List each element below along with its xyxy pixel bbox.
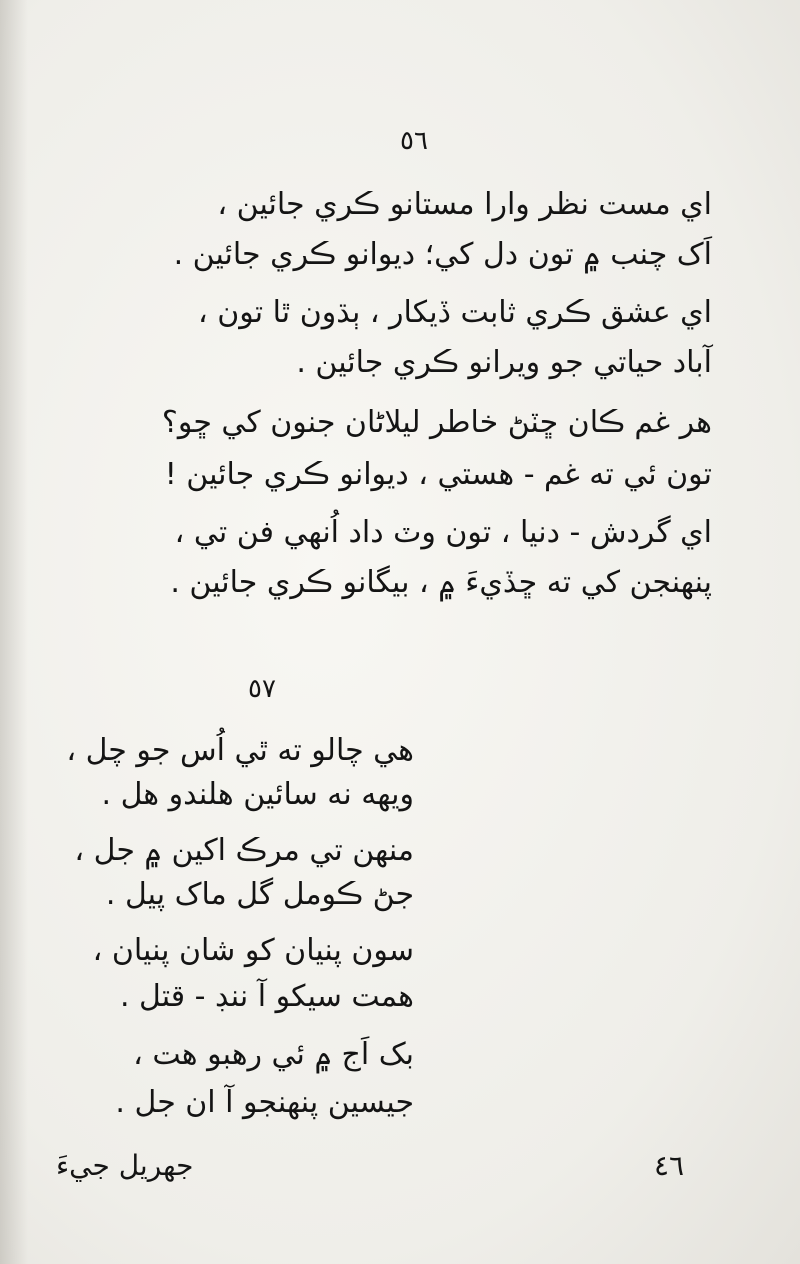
poem-line: همت سيکو آ ننڊ - قتل . [119, 979, 414, 1014]
poem-number: ٥٧ [248, 674, 276, 704]
poem-line: آباد حياتي جو ويرانو ڪري جائين . [296, 345, 712, 380]
poem-line: اَک چنب ۾ تون دل کي؛ ديوانو ڪري جائين . [173, 237, 712, 272]
page-shadow-edge [0, 0, 28, 1264]
poem-line: ويهه نه سائين هلندو هل . [101, 777, 414, 812]
poem-line: هي چالو ته ٿي اُس جو چل ، [66, 733, 414, 768]
poem-line: تون ئي ته غم - هستي ، ديوانو ڪري جائين ! [164, 457, 712, 492]
poem-line: پنهنجن کي ته ڇڏيءَ ۾ ، بيگانو ڪري جائين . [170, 565, 712, 600]
poem-line: جيسين پنهنجو آ ان جل . [115, 1085, 414, 1120]
running-title: جهريل جيءَ [56, 1149, 194, 1182]
poem-line: بک اَج ۾ ئي رهبو هت ، [133, 1037, 414, 1072]
poem-line: اي عشق ڪري ثابت ڏيکار ، ٻڌون ٿا تون ، [198, 295, 712, 330]
page-number: ٤٦ [654, 1149, 685, 1182]
poem-number: ٥٦ [400, 126, 428, 156]
poem-line: اي مست نظر وارا مستانو ڪري جائين ، [217, 187, 712, 222]
poem-line: اي گردش - دنيا ، تون وٽ داد اُنهي فن تي ، [174, 515, 712, 550]
poem-line: جڻ ڪومل گل ماک پيل . [105, 877, 414, 912]
poem-line: سون پنيان کو شان پنيان ، [92, 933, 414, 968]
poem-line: هر غم ڪان ڇٽڻ خاطر ليلاڻان جنون کي ڇو؟ [161, 405, 712, 440]
poem-line: منهن تي مرڪ اکين ۾ جل ، [74, 833, 414, 868]
